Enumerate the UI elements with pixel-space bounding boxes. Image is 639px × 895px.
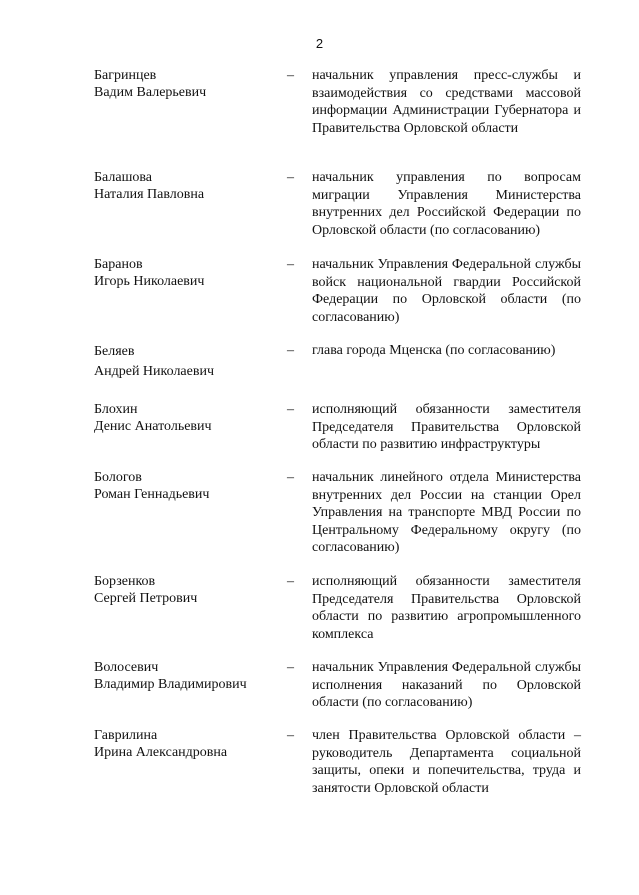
person-surname: Беляев xyxy=(94,344,135,359)
dash-separator: – xyxy=(287,402,294,417)
person-name xyxy=(94,469,284,503)
position-description: начальник Управления Федеральной службы войск национальной гвардии Российской Федерации по Орловской области (по согласованию) xyxy=(312,257,581,325)
position-description: исполняющий обязанности заместителя Председателя Правительства Орловской области по развитию агропромышленного комплекса xyxy=(312,574,581,642)
person-name xyxy=(94,401,284,435)
dash-separator: – xyxy=(287,257,294,272)
dash-separator: – xyxy=(287,728,294,743)
person-surname: Багринцев xyxy=(94,68,157,83)
person-given-name: Андрей Николаевич xyxy=(94,364,214,379)
person-surname: Бологов xyxy=(94,470,142,485)
person-surname: Гаврилина xyxy=(94,728,158,743)
dash-separator: – xyxy=(287,574,294,589)
person-name xyxy=(94,727,284,761)
person-given-name: Ирина Александровна xyxy=(94,745,228,760)
position-description: начальник линейного отдела Министерства внутренних дел России на станции Орел Управления на транспорте МВД России по Центральному Федеральному округу (по согласованию) xyxy=(312,470,581,555)
person-name xyxy=(94,67,284,101)
dash-separator: – xyxy=(287,343,294,358)
person-given-name: Вадим Валерьевич xyxy=(94,85,207,100)
dash-separator: – xyxy=(287,470,294,485)
person-name xyxy=(94,573,284,607)
person-surname: Баранов xyxy=(94,257,143,272)
position-description: исполняющий обязанности заместителя Председателя Правительства Орловской области по развитию инфраструктуры xyxy=(312,402,581,452)
person-name xyxy=(94,169,284,203)
page-number: 2 xyxy=(315,36,324,51)
person-given-name: Денис Анатольевич xyxy=(94,419,212,434)
person-given-name: Наталия Павловна xyxy=(94,187,205,202)
dash-separator: – xyxy=(287,660,294,675)
dash-separator: – xyxy=(287,68,294,83)
person-name xyxy=(94,659,284,693)
person-name xyxy=(94,342,284,382)
person-surname: Блохин xyxy=(94,402,138,417)
person-surname: Волосевич xyxy=(94,660,159,675)
person-given-name: Сергей Петрович xyxy=(94,591,198,606)
person-given-name: Игорь Николаевич xyxy=(94,274,205,289)
dash-separator: – xyxy=(287,170,294,185)
person-surname: Балашова xyxy=(94,170,152,185)
position-description: глава города Мценска (по согласованию) xyxy=(312,343,556,358)
position-description: начальник Управления Федеральной службы исполнения наказаний по Орловской области (по согласованию) xyxy=(312,660,581,710)
person-given-name: Роман Геннадьевич xyxy=(94,487,210,502)
position-description: член Правительства Орловской области – руководитель Департамента социальной защиты, опеки и попечительства, труда и занятости Орловской области xyxy=(312,728,581,796)
position-description: начальник управления по вопросам миграции Управления Министерства внутренних дел Российской Федерации по Орловской области (по согласованию) xyxy=(312,170,581,238)
person-surname: Борзенков xyxy=(94,574,156,589)
person-given-name: Владимир Владимирович xyxy=(94,677,247,692)
person-name xyxy=(94,256,284,290)
position-description: начальник управления пресс-службы и взаимодействия со средствами массовой информации Администрации Губернатора и Правительства Орловской области xyxy=(312,68,581,136)
